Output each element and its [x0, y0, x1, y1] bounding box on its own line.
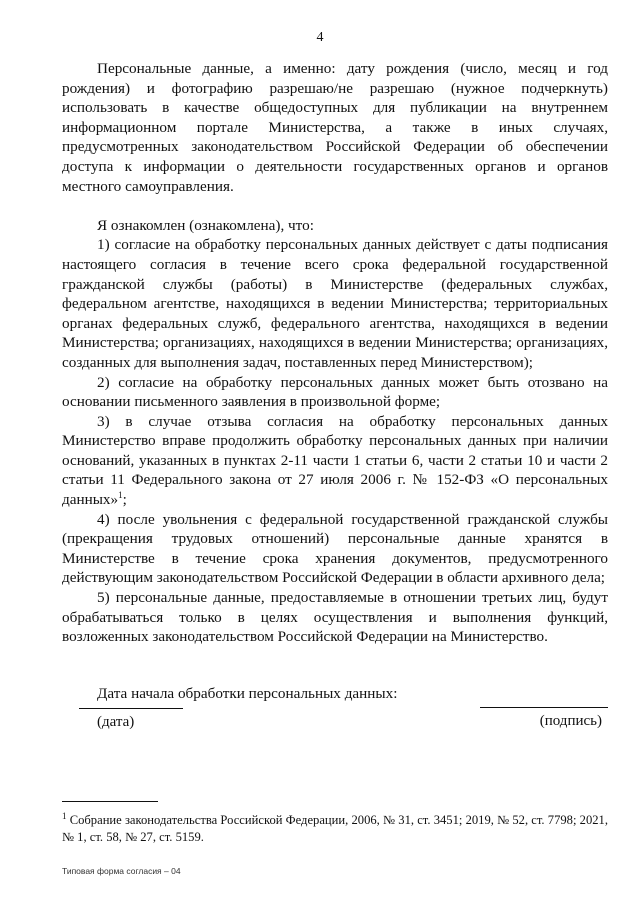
signature-caption: (подпись): [539, 713, 602, 729]
date-line: [79, 708, 183, 709]
list-item-4: 4) после увольнения с федеральной государственной гражданской службы (прекращения трудовых отношений) персональные данные хранятся в Министерстве в течение срока хранения документов, предусмотренного действующим законодательством Российской Федерации в области архивного дела;: [62, 510, 608, 587]
footnote-divider: [62, 801, 158, 802]
footnote-marker: 1: [62, 810, 67, 821]
footnote: [62, 812, 608, 846]
paragraph-public-data: Персональные данные, а именно: дату рождения (число, месяц и год рождения) и фотографию разрешаю/не разрешаю (нужное подчеркнуть) использовать в качестве общедоступных для публикации на внутреннем информационном портале Министерства, а также в иных случаях, предусмотренных законодательством Российской Федерации об обеспечении доступа к информации о деятельности государственных органов и органов местного самоуправления.: [62, 60, 608, 195]
date-caption: (дата): [97, 714, 135, 730]
document-body: [62, 59, 608, 703]
processing-start-date-label: Дата начала обработки персональных данных:: [97, 684, 398, 702]
signature-line: [480, 707, 608, 708]
list-item-2: 2) согласие на обработку персональных данных может быть отозвано на основании письменного заявления в произвольной форме;: [62, 373, 608, 411]
footnote-text: Собрание законодательства Российской Федерации, 2006, № 31, ст. 3451; 2019, № 52, ст. 7798; 2021, № 1, ст. 58, № 27, ст. 5159.: [62, 813, 608, 844]
footnote-reference: 1: [118, 490, 123, 500]
page-number: 4: [316, 30, 324, 45]
list-item-3-end: ;: [122, 491, 127, 509]
list-item-3: [62, 412, 608, 510]
list-item-1: 1) согласие на обработку персональных данных действует с даты подписания настоящего согласия в течение всего срока федеральной государственной гражданской службы (работы) в Министерстве (федеральных службах, федеральном агентстве, находящихся в ведении Министерства; территориальных органах федеральных служб, федерального агентства, находящихся в ведении Министерства; организациях, находящихся в ведении Министерства; организациях, созданных для выполнения задач, поставленных перед Министерством);: [62, 236, 608, 371]
list-item-5: 5) персональные данные, предоставляемые в отношении третьих лиц, будут обрабатываться только в целях осуществления и выполнения функций, возложенных законодательством Российской Федерации на Министерство.: [62, 589, 608, 646]
paragraph-acknowledgement: Я ознакомлен (ознакомлена), что:: [97, 216, 314, 234]
form-footer: Типовая форма согласия – 04: [62, 866, 181, 876]
signature-row: [62, 692, 608, 732]
list-item-3-text: 3) в случае отзыва согласия на обработку персональных данных Министерство вправе продолжить обработку персональных данных при наличии оснований, указанных в пунктах 2-11 части 1 статьи 6, части 2 статьи 10 и части 2 статьи 11 Федерального закона от 27 июля 2006 г. № 152-ФЗ «О персональных данных»: [62, 412, 608, 509]
